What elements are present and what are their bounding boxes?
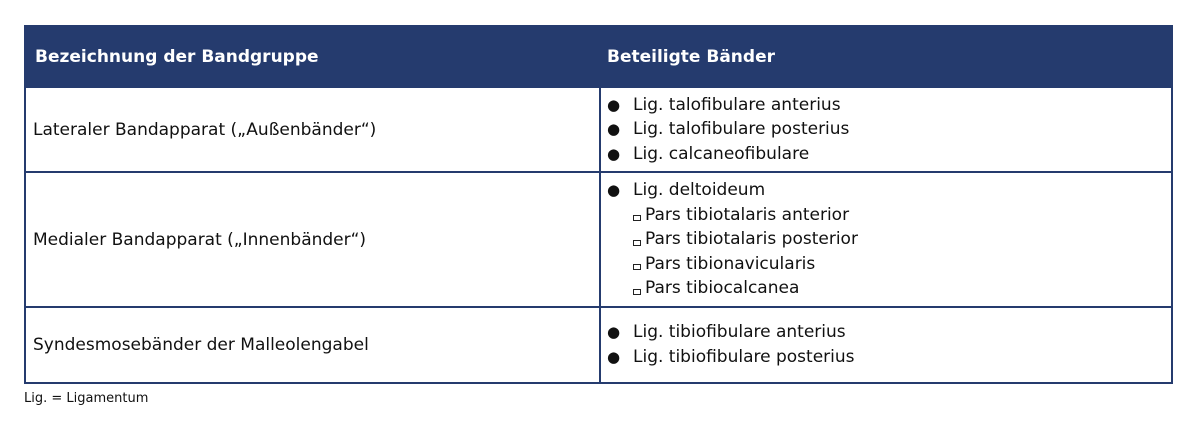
list-item-label: Lig. talofibulare posterius — [633, 119, 850, 140]
list-item — [607, 178, 1171, 203]
header-group-name: Bezeichnung der Bandgruppe — [35, 46, 319, 67]
list-item-label: Lig. tibiofibulare anterius — [633, 322, 846, 343]
list-item — [607, 93, 1171, 118]
sub-list-item — [607, 227, 1171, 252]
square-bullet-icon — [633, 289, 641, 295]
list-item — [607, 345, 1171, 370]
sub-list-item-label: Pars tibiotalaris posterior — [645, 229, 858, 250]
list-item — [607, 142, 1171, 167]
bullet-icon: ● — [607, 144, 621, 163]
group-cell: Lateraler Bandapparat („Außenbänder“) — [26, 88, 601, 171]
table-row — [26, 86, 1171, 171]
list-item — [607, 320, 1171, 345]
footnote: Lig. = Ligamentum — [24, 391, 149, 406]
list-item-label: Lig. talofibulare anterius — [633, 94, 841, 115]
square-bullet-icon — [633, 264, 641, 270]
sub-list-item-label: Pars tibionavicularis — [645, 253, 816, 274]
header-ligaments: Beteiligte Bänder — [607, 46, 775, 67]
sub-list-item — [607, 203, 1171, 228]
square-bullet-icon — [633, 240, 641, 246]
table-row — [26, 171, 1171, 306]
sub-list-item — [607, 252, 1171, 277]
list-item-label: Lig. deltoideum — [633, 180, 766, 201]
sub-list-item-label: Pars tibiotalaris anterior — [645, 204, 850, 225]
list-item-label: Lig. tibiofibulare posterius — [633, 347, 855, 367]
ligament-list — [601, 88, 1171, 171]
bullet-icon: ● — [607, 181, 621, 200]
list-item — [607, 117, 1171, 142]
ligament-table — [24, 25, 1173, 384]
ligament-list — [601, 173, 1171, 306]
bullet-icon: ● — [607, 323, 621, 342]
sub-list-item — [607, 276, 1171, 301]
list-item-label: Lig. calcaneofibulare — [633, 143, 810, 164]
square-bullet-icon — [633, 215, 641, 221]
bullet-icon: ● — [607, 120, 621, 139]
table-row — [26, 306, 1171, 382]
group-cell: Medialer Bandapparat („Innenbänder“) — [26, 173, 601, 306]
ligament-list — [601, 308, 1171, 382]
group-cell: Syndesmosebänder der Malleolengabel — [26, 308, 601, 382]
bullet-icon: ● — [607, 95, 621, 114]
sub-list-item-label: Pars tibiocalcanea — [645, 278, 800, 299]
table-header — [26, 27, 1171, 86]
bullet-icon: ● — [607, 348, 621, 366]
